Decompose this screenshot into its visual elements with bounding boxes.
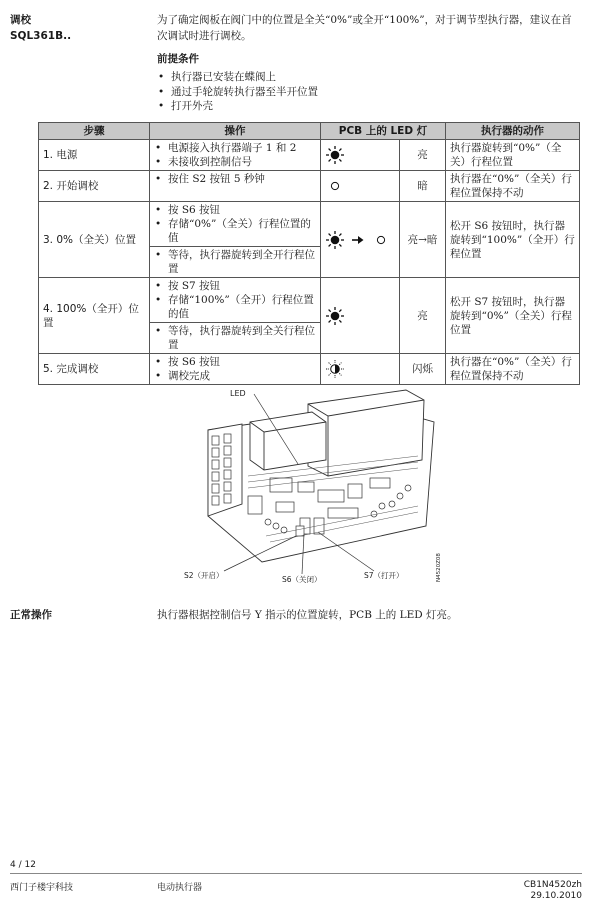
- prereq-heading: 前提条件: [157, 53, 199, 65]
- operation-item: • 未接收到控制信号: [155, 155, 316, 169]
- normal-operation-text: 执行器根据控制信号 Y 指示的位置旋转，PCB 上的 LED 灯亮。: [157, 609, 458, 621]
- footer-docinfo: [524, 880, 582, 902]
- normal-operation-heading: 正常操作: [10, 609, 52, 621]
- footer-doc-code: CB1N4520zh: [523, 880, 582, 890]
- prereq-item: • 执行器已安装在蝶阀上: [157, 70, 318, 85]
- action-cell: 执行器旋转到“0%”（全关）行程位置: [446, 140, 580, 171]
- operation-item: • 按 S6 按钮: [155, 203, 316, 217]
- footer-divider: [10, 873, 582, 874]
- action-cell: 执行器在“0%”（全关）行程位置保持不动: [446, 354, 580, 385]
- table-row: [39, 202, 580, 278]
- intro-paragraph: 为了确定阀板在阀门中的位置是全关“0%”或全开“100%”，对于调节型执行器，建议在首次调试时进行调校。: [157, 14, 572, 42]
- table-row: [39, 171, 580, 202]
- s7-label: S7（打开）: [364, 571, 404, 580]
- table-header-row: [39, 123, 580, 140]
- s2-label: S2（开启）: [184, 571, 224, 580]
- action-cell: 松开 S6 按钮时，执行器旋转到“100%”（全开）行程位置: [446, 202, 580, 278]
- footer-date: 29.10.2010: [530, 891, 582, 901]
- step-cell: 3. 0%（全关）位置: [39, 202, 150, 278]
- operation-item: • 存储“0%”（全关）行程位置的值: [155, 217, 316, 245]
- action-cell: 松开 S7 按钮时，执行器旋转到“0%”（全关）行程位置: [446, 278, 580, 354]
- operation-item: • 存储“100%”（全开）行程位置的值: [155, 293, 316, 321]
- step-cell: 4. 100%（全开）位置: [39, 278, 150, 354]
- led-state-cell: 亮→暗: [400, 202, 446, 278]
- operation-block: [150, 202, 320, 246]
- led-state-cell: 亮: [400, 278, 446, 354]
- operation-item: • 按 S6 按钮: [155, 355, 316, 369]
- led-label: LED: [230, 389, 246, 398]
- step-cell: 2. 开始调校: [39, 171, 150, 202]
- operation-block: [150, 140, 320, 170]
- header-operation: 操作: [150, 123, 321, 140]
- header-step: 步骤: [39, 123, 150, 140]
- operation-item: • 等待，执行器旋转到全关行程位置: [155, 324, 316, 352]
- prereq-item: • 打开外壳: [157, 99, 318, 114]
- action-cell: 执行器在“0%”（全关）行程位置保持不动: [446, 171, 580, 202]
- table-row: [39, 140, 580, 171]
- led-off-icon: [371, 230, 391, 250]
- operation-block: [150, 171, 320, 187]
- calibration-table: [38, 122, 580, 385]
- led-icon-cell: [321, 202, 400, 278]
- prereq-item: • 通过手轮旋转执行器至半开位置: [157, 85, 318, 100]
- operation-cell: [150, 202, 321, 278]
- prereq-list: [157, 70, 318, 114]
- footer-product: 电动执行器: [157, 883, 203, 893]
- led-off-icon: [325, 176, 345, 196]
- led-state-cell: 暗: [400, 171, 446, 202]
- led-icon-cell: [321, 171, 400, 202]
- step-cell: 1. 电源: [39, 140, 150, 171]
- operation-block: [150, 278, 320, 322]
- operation-item: • 调校完成: [155, 369, 316, 383]
- diagram-code: N4520Z08: [436, 553, 442, 582]
- pcb-diagram: [178, 386, 448, 586]
- operation-block: [150, 354, 320, 384]
- table-row: [39, 354, 580, 385]
- operation-cell: [150, 140, 321, 171]
- operation-block: [150, 322, 320, 353]
- led-on-icon: [325, 230, 345, 250]
- footer-company: 西门子楼宇科技: [10, 883, 74, 893]
- led-state-cell: 闪烁: [400, 354, 446, 385]
- led-icon-cell: [321, 278, 400, 354]
- relay-box-small: [250, 412, 326, 470]
- operation-item: • 按 S7 按钮: [155, 279, 316, 293]
- header-led: PCB 上的 LED 灯: [321, 123, 446, 140]
- led-state-cell: 亮: [400, 140, 446, 171]
- section-title-line2: SQL361B..: [10, 30, 72, 42]
- led-icon-cell: [321, 140, 400, 171]
- operation-item: • 按住 S2 按钮 5 秒钟: [155, 172, 316, 186]
- table-row: [39, 278, 580, 354]
- header-action: 执行器的动作: [446, 123, 580, 140]
- led-on-icon: [325, 306, 345, 326]
- led-on-icon: [325, 145, 345, 165]
- operation-item: • 电源接入执行器端子 1 和 2: [155, 141, 316, 155]
- table-body: [39, 140, 580, 385]
- led-icon-cell: [321, 354, 400, 385]
- s6-label: S6（关闭）: [282, 575, 322, 584]
- section-title: [10, 12, 71, 44]
- operation-cell: [150, 171, 321, 202]
- operation-cell: [150, 278, 321, 354]
- operation-block: [150, 246, 320, 277]
- section-title-line1: 调校: [10, 14, 31, 26]
- step-cell: 5. 完成调校: [39, 354, 150, 385]
- arrow-right-icon: [351, 230, 365, 250]
- operation-cell: [150, 354, 321, 385]
- page-number: 4 / 12: [10, 860, 36, 870]
- led-blink-icon: [325, 359, 345, 379]
- operation-item: • 等待，执行器旋转到全开行程位置: [155, 248, 316, 276]
